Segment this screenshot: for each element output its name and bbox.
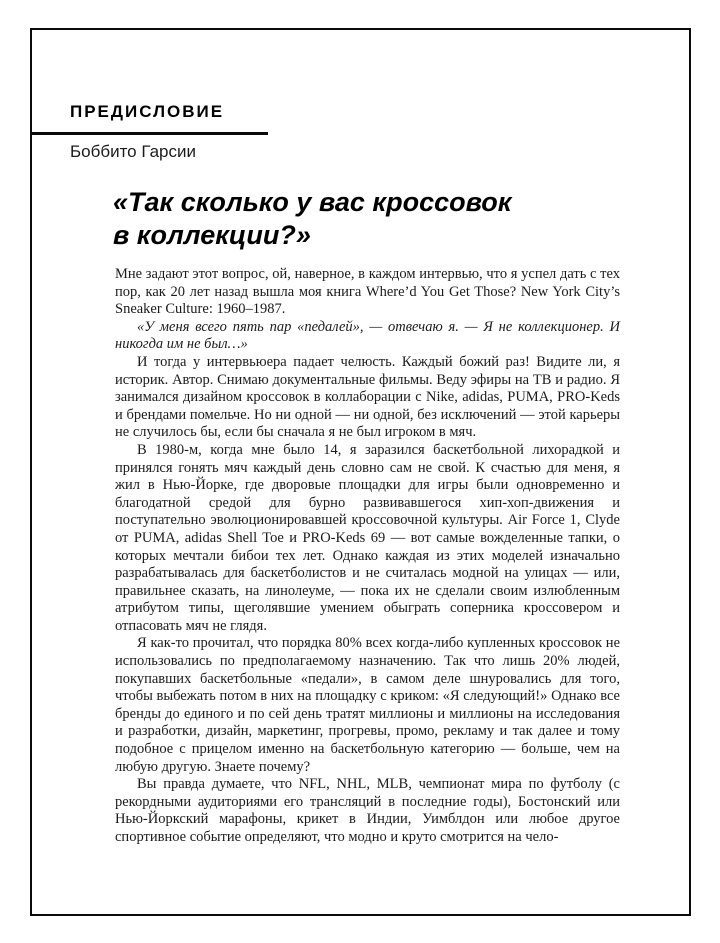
section-heading: ПРЕДИСЛОВИЕ bbox=[70, 102, 225, 121]
paragraph: «У меня всего пять пар «педалей», — отвечаю я. — Я не коллекционер. И никогда им не был…» bbox=[115, 318, 620, 353]
chapter-title-line: в коллекции?» bbox=[113, 220, 311, 250]
body-text bbox=[115, 266, 620, 847]
paragraph: Вы правда думаете, что NFL, NHL, MLB, чемпионат мира по футболу (с рекордными аудиториями его трансляций в последние годы), Бостонский или Нью-Йоркский марафоны, крикет в Индии, Уимблдон или любое другое спортивное событие определяют, что модно и круто смотрится на чело- bbox=[115, 776, 620, 845]
chapter-title bbox=[113, 186, 613, 252]
section-divider bbox=[30, 132, 268, 135]
paragraph: В 1980-м, когда мне было 14, я заразился баскетбольной лихорадкой и принялся гонять мяч каждый день словно сам не свой. К счастью для меня, я жил в Нью-Йорке, где дворовые площадки для игры были одновременно и благодатной средой для бурно развивавшегося хип-хоп-движения и поступательно эволюционировавшей кроссовочной культуры. Air Force 1, Clyde от PUMA, adidas Shell Toe и PRO-Keds 69 — вот самые вожделенные тапки, о которых мечтали бибои тех лет. Однако каждая из этих моделей изначально разрабатывалась для баскетболистов и не считалась модной на улицах — или, правильнее сказать, на линолеуме, — пока их не сделали своим излюбленным атрибутом типы, щеголявшие умением обыграть соперника кроссовером и отпасовать мяч не глядя. bbox=[115, 441, 620, 634]
paragraph: И тогда у интервьюера падает челюсть. Каждый божий раз! Видите ли, я историк. Автор. Снимаю документальные фильмы. Веду эфиры на ТВ и радио. Я занимался дизайном кроссовок в коллаборации с Nike, adidas, PUMA, PRO-Keds и брендами помельче. Но ни одной — ни одной, без исключений — этой карьеры не случилось бы, если бы сначала я не был игроком в мяч. bbox=[115, 353, 620, 441]
paragraph: Мне задают этот вопрос, ой, наверное, в каждом интервью, что я успел дать с тех пор, как 20 лет назад вышла моя книга Where’d You Get Those? New York City’s Sneaker Culture: 1960–1987. bbox=[115, 266, 620, 318]
chapter-title-line: «Так сколько у вас кроссовок bbox=[113, 187, 512, 217]
page-border bbox=[30, 28, 691, 916]
author-name: Боббито Гарсии bbox=[70, 142, 197, 161]
paragraph: Я как-то прочитал, что порядка 80% всех когда-либо купленных кроссовок не использовались по предполагаемому назначению. Так что лишь 20% людей, покупавших баскетбольные «педали», в самом деле шнуровались для того, чтобы выбежать потом в них на площадку с криком: «Я следующий!» Однако все бренды до единого и по сей день тратят миллионы и миллионы на исследования и разработки, дизайн, маркетинг, прогревы, промо, рекламу и так далее и тому подобное с прицелом именно на баскетбольную категорию — больше, чем на любую другую. Знаете почему? bbox=[115, 635, 620, 775]
